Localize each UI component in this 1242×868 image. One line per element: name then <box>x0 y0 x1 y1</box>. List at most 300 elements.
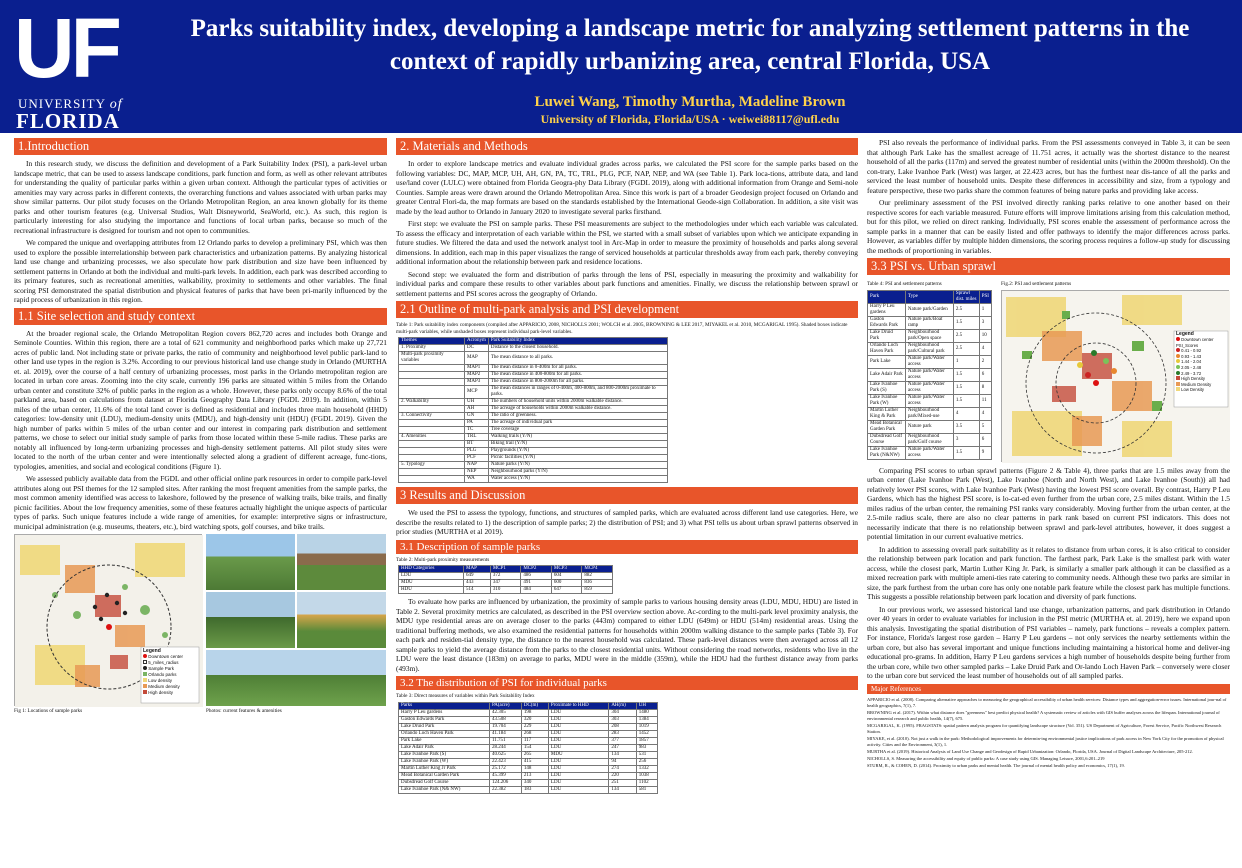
table-3-cell: 198 <box>521 709 548 716</box>
reference-item: MURTHA et al. (2019). Historical Analysis of Land Use Change and Geodesign of Rapid Urbanization: Orlando, Florida, USA. Journal of Digital Landscape Architecture, 205-212. <box>867 748 1193 754</box>
fig2-legend <box>1176 332 1228 394</box>
fig1-legend-item: Downtown center <box>143 654 199 660</box>
fig1-legend-item: High density <box>143 690 199 696</box>
table-3-cell: 274 <box>609 765 636 772</box>
table-1-cell <box>399 469 465 476</box>
table-2-cell: 604 <box>551 573 582 580</box>
table-1-cell <box>399 420 465 427</box>
table-1-row <box>399 406 668 413</box>
table-3-cell: 22.382 <box>489 786 521 793</box>
reference-item: STURM, R., & COHEN, D. (2014). Proximity to urban parks and mental health. The journal of mental health policy and economics, 17(1), 19. <box>867 762 1125 768</box>
fig1-legend-item: Orlando parks <box>143 672 199 678</box>
reference-item: MCGARIGAL, K. (1995). FRAGSTATS: spatial pattern analysis program for quantifying landscape structure (Vol. 351). US Department of Agriculture, Forest Service, Pacific Northwest Research Station. <box>867 722 1222 734</box>
site-paragraph-2: We assessed publicly available data from the FGDL and other official online park resources in order to compile park-level attributes along out PSI themes for the 12 sampled sites. After ranking the most frequent amenities from the sample parks, the most common amenity identified was access to lakeshore, followed by the presence of walking trails, bike trails, and finally picnic facilities. About the low frequency amenities, some of these features actually highlight the unique aspects of particular types of parks. Such unique features include a wide range of amenities, for example: interpretive signs or infrastructure, municipal administration (e.g. museums, theaters, etc.), bird watching spots, golf courses, and bike trails. <box>14 474 387 531</box>
table-1-cell: Playgrounds (Y/N) <box>488 448 667 455</box>
table-4-cell: Orlando Loch Haven Park <box>868 342 906 355</box>
photo-park-5 <box>206 650 386 706</box>
table-3-cell: LDU <box>548 744 608 751</box>
table-4-cell: Lake Ivanhoe Park (N&NW) <box>868 446 906 459</box>
table-2-cell: 514 <box>464 587 491 594</box>
table-4-cell: 4 <box>979 342 991 355</box>
table-1-cell: PA <box>464 420 488 427</box>
sprawl-paragraph-2: In addition to assessing overall park suitability as it relates to distance from urban cores, it is also critical to consider the relationship between park location and park function. The farthest park, Park Lake is the smallest park with water access, while the closest park, Martin Luther King Jr. Park, is similarly a smaller park although it can be classified as a mixed recreation park with multiple ameni-ties rate catering to community needs. Although these two parks are similar in size, the park furthest from the urban core has only one notable park feature while the closest park has multiple functions. This suggests a possible relationship between park location and diversity of park functions. <box>867 544 1230 601</box>
table-3-cell: 1857 <box>636 737 657 744</box>
table-1-cell: TC <box>464 427 488 434</box>
table-1-cell: PLG <box>464 448 488 455</box>
table-2-cell: LDU <box>399 573 464 580</box>
table-2-cell: 491 <box>521 580 552 587</box>
table-2-caption: Table 2: Multi-park proximity measurements <box>396 556 490 563</box>
table-3-cell: 415 <box>521 758 548 765</box>
table-1-cell: MCP <box>464 386 488 399</box>
table-1-caption: Table 1: Park suitability index components (compiled after APPARICIO, 2008, NICHOLLS 2001; WOLCH et al. 2005, BROWNING & LEE 2017, MIYAKEL et al. 2010, MCGARIGAL 1995). Shaded boxes indicate multi-park variables, while unshaded boxes represent individual park-level variables. <box>396 322 848 335</box>
table-3-cell: 531 <box>636 751 657 758</box>
photo-park-2 <box>297 534 386 590</box>
table-4-cell: Nature park <box>905 420 953 433</box>
table-3-cell: LDU <box>548 779 608 786</box>
table-4-header-cell: Park <box>868 290 906 303</box>
table-4-cell: 1.5 <box>953 381 979 394</box>
table-1-cell: NAP <box>464 462 488 469</box>
table-3-cell: LDU <box>548 723 608 730</box>
fig2-legend-item: Downtown center <box>1176 337 1228 343</box>
table-1-row <box>399 399 668 406</box>
table-4-cell: Nature park/Water access <box>905 394 953 407</box>
table-3-cell: 11.751 <box>489 737 521 744</box>
table-4-cell: Lake Ivanhoe Park (W) <box>868 394 906 407</box>
table-3-cell: 1332 <box>636 765 657 772</box>
authors: Luwei Wang, Timothy Murtha, Madeline Brown <box>534 94 846 110</box>
table-1-cell: WA <box>464 476 488 483</box>
table-1-row <box>399 448 668 455</box>
table-3-cell: 265 <box>521 751 548 758</box>
table-3-cell: Lake Ivanhoe Park (S) <box>399 751 490 758</box>
photos-caption: Photos: current features & amenities <box>206 708 282 714</box>
poster-title: Parks suitability index, developing a landscape metric for analyzing settlement patterns in the context of rapidly urbanizing area, central Florida, USA <box>190 15 1190 75</box>
table-4-cell: 11 <box>979 394 991 407</box>
table-1-row <box>399 469 668 476</box>
column-2 <box>396 138 858 866</box>
table-4-cell: 6 <box>979 368 991 381</box>
description-paragraph-1: To evaluate how parks are influenced by urbanization, the proximity of sample parks to various housing density areas (LDU, MDU, HDU) are listed in Table 2. Several proximity metrics are calculated, as described in the PSI overview section above. Ac-cording to the multi-park level proximity analysis, the MDU type residential areas are on average closer to the parks (443m) compared to either LDU (649m) or HDU (514m) residential areas. Using the traditional buffering methods, we also examined the residential patterns for households within 2000m walking distance to the sample parks (Table 3). For each park and residen-tial density type, the distance to the nearest household was calculated. These park-level distances were then averaged across all 12 sample parks to yield the average distance from the parks to the closest residential units. Without considering the road networks, residents who live in the LDU were the least distance (183m) on average to parks, MDU were in the middle (359m), while the HDU had the furthest distance away from parks (493m). <box>396 597 858 673</box>
table-2-cell: 647 <box>551 587 582 594</box>
table-4-row <box>868 420 992 433</box>
table-1-cell: PCF <box>464 455 488 462</box>
table-1-cell <box>399 386 465 399</box>
table-1-cell: The ratio of greenness. <box>488 413 667 420</box>
table-4-cell: 3.5 <box>953 420 979 433</box>
table-3-cell: LDU <box>548 737 608 744</box>
poster-header <box>0 0 1242 133</box>
table-3 <box>398 702 658 794</box>
table-4-cell: 1.5 <box>953 394 979 407</box>
table-1-cell: The acreage of individual park <box>488 420 667 427</box>
uf-logo <box>14 1 148 133</box>
table-4-header-cell: Type <box>905 290 953 303</box>
table-4-cell: Martin Luther King & Park <box>868 407 906 420</box>
fig2-legend-item: 2.05 - 2.48 <box>1176 365 1228 371</box>
table-3-cell: 40.625 <box>489 751 521 758</box>
table-1-row <box>399 434 668 441</box>
table-2-cell: 649 <box>464 573 491 580</box>
table-3-row <box>399 751 658 758</box>
fig1-legend-item: 5_miles_radius <box>143 660 199 666</box>
table-3-cell: 22.423 <box>489 758 521 765</box>
table-1-row <box>399 455 668 462</box>
table-1-cell: 5. Typology <box>399 462 465 469</box>
table-3-cell: Lake Ivanhoe Park (N& NW) <box>399 786 490 793</box>
table-3-cell: 304 <box>609 709 636 716</box>
table-2-cell: 836 <box>582 580 613 587</box>
table-3-cell: 320 <box>521 716 548 723</box>
logo-florida-text: FLORIDA <box>16 109 120 133</box>
table-4-row <box>868 394 992 407</box>
table-2-cell: 600 <box>551 580 582 587</box>
table-1-cell: Distance to the closest household. <box>488 345 667 352</box>
table-3-cell: LDU <box>548 772 608 779</box>
table-1-cell: The mean distance to all parks. <box>488 352 667 365</box>
table-4-cell: 3 <box>953 433 979 446</box>
table-3-cell: 45.399 <box>489 772 521 779</box>
table-4-cell: 5 <box>979 420 991 433</box>
table-1-row <box>399 372 668 379</box>
reference-item: APPARICIO et al. (2008). Comparing alternative approaches to measuring the geographical accessibility of urban health services: Distance types and aggregation-error issues. International jour-nal of health geographics, 7(1), 7. <box>867 696 1227 708</box>
table-4-cell: 9 <box>979 446 991 459</box>
figure-2-map <box>1001 290 1229 462</box>
table-4-cell: Nature park/Water access <box>905 381 953 394</box>
table-1-cell: The numbers of household units within 2000m walkable distance. <box>488 399 667 406</box>
table-3-cell: Lake Ivanhoe Park (W) <box>399 758 490 765</box>
table-4-cell: 8 <box>979 381 991 394</box>
intro-paragraph-1: In this research study, we discuss the definition and development of a Park Suitability Index (PSI), a park-level urban landscape metric, that can be used to assess landscape conditions, park function and form, as well as other relevant attributes for understanding the quality of particular parks within a given urban context. Although the particular types of activities or amenities may vary across parks in different contexts, the overarching functions and values associated with urban parks may show similar patterns. Our pilot study focuses on the Orlando Metropolitan Region, an area known globally for its theme parks and other tourism features (e.g. Universal Studios, Walt Disneyworld, SeaWorld, etc.). As such, this region is particularly interesting for also studying the importance and functions of local urban parks, because so much of the recreational infrastructure is designed for tourism and not open to communities. <box>14 159 387 235</box>
table-3-header-cell: AH(m) <box>609 702 636 709</box>
table-3-row <box>399 723 658 730</box>
table-1-header-cell: Themes <box>399 338 465 345</box>
figure-2-caption: Fig.2: PSI and settlement patterns <box>1001 281 1072 287</box>
table-4-cell: Gaston Edwards Park <box>868 316 906 329</box>
sprawl-heading: 3.3 PSI vs. Urban sprawl <box>867 258 1230 275</box>
table-3-cell: MDU <box>548 751 608 758</box>
fig2-legend-item: 0.93 - 1.43 <box>1176 354 1228 360</box>
table-3-cell: LDU <box>548 716 608 723</box>
table-1-cell: Neighbourhood parks (Y/N) <box>488 469 667 476</box>
photo-park-1 <box>206 534 295 590</box>
table-4-cell: 1.5 <box>953 446 979 459</box>
table-1-row <box>399 365 668 372</box>
table-2-cell: 859 <box>582 587 613 594</box>
table-3-cell: Gaston Edwards Park <box>399 716 490 723</box>
table-3-cell: 208 <box>609 723 636 730</box>
table-1-cell: The mean distance in 400-800m for all parks. <box>488 372 667 379</box>
table-3-cell: 377 <box>609 737 636 744</box>
table-1-cell <box>399 441 465 448</box>
table-3-header-cell: Parks <box>399 702 490 709</box>
table-2 <box>398 565 613 594</box>
table-1-cell: Biking trail (Y/N) <box>488 441 667 448</box>
table-4-row <box>868 303 992 316</box>
table-4-caption: Table 4: PSI and settlement patterns <box>867 281 942 287</box>
site-paragraph-1: At the broader regional scale, the Orlando Metropolitan Region covers 862,720 acres and includes both Orange and Seminole Counties. Within this region, there are a total of 621 community and neighborhood parks which make up 27,721 acres of public land. Not including state or private parks, the ratio of community and neighborhood level public park-land to other land use types in the region is 3.2%. According to our previous historical land use change study in Orlando (MURTHA et. al. 2019), over the course of a half century of urbanizing processes, most parks in the Orlando metropolitan region are located in urban core areas. Zooming into the city scale, currently 196 parks are situated within 5 miles from the Orlando urban center and constitute 32% of public parks in the region as a whole. However, these parks only occupy 8.6% of the total parkland area, based on calculations from dataset at Florida Geography Data Library (FGDL 2019). In addition, within 5 miles of the urban center, 11.6% of the total land cover is defined as residential and includes three main household (HHD) categories: low-density unit (LDU), medium-density units (MDU), and high-density unit (HDU) (FGDL 2019). Given the high number of parks within 5 miles of the urban center and our interest in comparing park distribution and settlement patterns, we chose to select our initial study sample of parks from those located within these 5-mile radius. These parks are notably all influenced by long-term urbanizing processes and high-density settlement patterns. All pilot study sites were located to the north of the urban center and were intentionally selected along a gradient of different acreage, func-tions, typologies, amenities, and social and ecological conditions (Figure 1). <box>14 328 387 471</box>
table-4-cell: Lake Druid Park <box>868 329 906 342</box>
table-1-cell: The acreage of households within 2000m walkable distance. <box>488 406 667 413</box>
table-1-cell: Picnic facilities (Y/N) <box>488 455 667 462</box>
table-1-cell <box>399 427 465 434</box>
photo-park-3 <box>206 592 295 648</box>
table-3-cell: 283 <box>609 730 636 737</box>
table-1-header-cell: Park Suitability Index <box>488 338 667 345</box>
table-1-cell <box>399 379 465 386</box>
table-3-cell: 983 <box>636 744 657 751</box>
methods-paragraph-1: In order to explore landscape metrics and evaluate individual grades across parks, we calculated the PSI score for the sample parks based on the following variables: DC, MAP, MCP, UH, AH, GN, PA, TC, TRL, PLG, PCF, NAP, NEP, and WA (see Table 1). Park loca-tions, attribute data, and land use/land cover (LULC) were obtained from Florida Geogra-phy Data Library (FGDL 2019), along with additional information from Orange and Semi-nole Counties. Sample areas were drawn around the Orlando Metropolitan Area. Since this work is part of a broader Geodesign project focused on Orlando and greater Central Flori-da, the map formats are based on the standards established by the International Geode-sign Collaboration. In addition, a site visit was made by the lead author to Orlando in January 2020 to investigate several parks firsthand. <box>396 159 858 216</box>
description-heading: 3.1 Description of sample parks <box>396 540 858 554</box>
table-4-row <box>868 368 992 381</box>
table-3-row <box>399 709 658 716</box>
table-1-row <box>399 413 668 420</box>
column-3 <box>867 138 1230 866</box>
methods-paragraph-3: Second step: we evaluated the form and distribution of parks through the lens of PSI, especially in measuring the proximity and walkability for individual parks and compare these results to other variables about park functions and amenities. Finally, we discuss the relationship between sprawl or settlement patterns and PSI scores across the geography of Orlando. <box>396 269 858 298</box>
table-3-cell: 43.508 <box>489 716 521 723</box>
table-3-cell: 268 <box>521 730 548 737</box>
table-1-cell <box>399 455 465 462</box>
table-4-row <box>868 342 992 355</box>
table-4-row <box>868 316 992 329</box>
table-4-cell: 2.5 <box>953 342 979 355</box>
fig2-legend-item: PSI_Scores <box>1176 342 1199 348</box>
table-3-cell: 28.244 <box>489 744 521 751</box>
table-3-cell: 134 <box>609 751 636 758</box>
table-1-row <box>399 462 668 469</box>
table-4-cell: Neighbourhood park/Cultural park <box>905 342 953 355</box>
table-1-cell: UH <box>464 399 488 406</box>
table-1-cell: 4. Amenities <box>399 434 465 441</box>
table-3-cell: 581 <box>636 786 657 793</box>
table-4-cell: 1 <box>979 303 991 316</box>
figure-1-map <box>14 534 202 706</box>
methods-heading: 2. Materials and Methods <box>396 138 858 155</box>
table-1-header-cell: Acronym <box>464 338 488 345</box>
table-1-cell: Water access (Y/N) <box>488 476 667 483</box>
table-3-cell: Mead Botanical Garden Park <box>399 772 490 779</box>
table-3-cell: Lake Druid Park <box>399 723 490 730</box>
table-3-cell: 25.172 <box>489 765 521 772</box>
table-1-cell <box>399 406 465 413</box>
table-4 <box>867 290 992 460</box>
table-2-cell: HDU <box>399 587 464 594</box>
table-2-cell: 443 <box>464 580 491 587</box>
table-1-cell: Tree coverage <box>488 427 667 434</box>
table-1-cell: NEP <box>464 469 488 476</box>
table-1-cell: Multi-park proximity variables <box>399 352 465 365</box>
table-1-cell <box>399 448 465 455</box>
table-4-header-cell: Sprawl dist. miles <box>953 290 979 303</box>
table-1-row <box>399 386 668 399</box>
table-3-cell: 94 <box>609 758 636 765</box>
table-4-cell: 4 <box>979 407 991 420</box>
table-4-cell: Neighbourhood park/Open space <box>905 329 953 342</box>
table-4-cell: Mead Botanical Garden Park <box>868 420 906 433</box>
table-2-cell: 486 <box>521 573 552 580</box>
table-3-cell: 1102 <box>636 779 657 786</box>
table-1-row <box>399 379 668 386</box>
logo-university-text: UNIVERSITY of <box>18 96 123 112</box>
table-3-cell: 124.206 <box>489 779 521 786</box>
table-1-cell <box>399 476 465 483</box>
fig2-legend-item: 2.49 - 3.72 <box>1176 371 1228 377</box>
table-4-cell: Dubsdread Golf Course <box>868 433 906 446</box>
table-3-row <box>399 765 658 772</box>
table-2-header-cell: MAP <box>464 566 491 573</box>
table-4-cell: 10 <box>979 329 991 342</box>
table-3-cell: 134 <box>609 786 636 793</box>
table-4-cell: Lake Adair Park <box>868 368 906 381</box>
table-2-row <box>399 573 613 580</box>
psi-paragraph-2: Our preliminary assessment of the PSI involved directly ranking parks relative to one another based on their respective scores for each variable measured. Future efforts will improve limitations arising from this calculation method, but for this pilot, we relied on direct ranking. Individually, PSI scores enable the assessment of performance across the sample parks in a manner that can be easily listed and offer pathways to identify the major differences across parks. However, as variables differ by multiple hidden dimensions, the scoring process requires a follow-up study for discussing the methods of proportioning in variables. <box>867 198 1230 255</box>
table-3-caption: Table 3: Direct measures of variables within Park Suitability Index <box>396 693 535 699</box>
fig2-legend-title: Legend <box>1176 330 1194 337</box>
intro-paragraph-2: We compared the unique and overlapping attributes from 12 Orlando parks to develop a preliminary PSI, which was then used to explore the possible interrelationship between park characteristics and urbanization patterns. By analyzing historical land use change and urbanizing processes, we also speculate how park distribution and size have been influenced by settlement patterns in Orlando at both the individual and multi-park levels. In addition, each park was described according to its primary features, such as recreational amenities, walkability, proximity to settlements and other variables. The final scoring PSI demonstrated the spatial distribution and physical features of parks that have been pri-marily influenced by the rapid process of urbanization in this region. <box>14 238 387 304</box>
table-3-cell: 251 <box>609 779 636 786</box>
table-4-row <box>868 407 992 420</box>
table-3-cell: Orlando Loch Haven Park <box>399 730 490 737</box>
outline-heading: 2.1 Outline of multi-park analysis and PSI development <box>396 301 858 318</box>
table-3-cell: 19.704 <box>489 723 521 730</box>
table-3-cell: Harry P Leu gardens <box>399 709 490 716</box>
table-1-cell: The mean distances in ranges of 0-400m, 400-800m, and 800-2000m proximate to parks. <box>488 386 667 399</box>
table-4-cell: 1 <box>953 355 979 368</box>
table-3-row <box>399 744 658 751</box>
table-1-row <box>399 476 668 483</box>
table-3-row <box>399 772 658 779</box>
site-heading: 1.1 Site selection and study context <box>14 308 387 325</box>
table-1-cell: 2. Walkability <box>399 399 465 406</box>
table-1-cell: TRL <box>464 434 488 441</box>
table-3-header-cell: Proximate to HHD <box>548 702 608 709</box>
table-1-row <box>399 345 668 352</box>
table-1-cell <box>399 365 465 372</box>
fig1-legend <box>143 648 199 696</box>
fig2-legend-item: 0.41 - 0.92 <box>1176 348 1228 354</box>
fig2-legend-item: High Density <box>1176 376 1228 382</box>
table-4-cell: 2.5 <box>953 303 979 316</box>
table-2-header-cell: HHD Categories <box>399 566 464 573</box>
table-3-cell: 42.305 <box>489 709 521 716</box>
table-3-cell: 1480 <box>636 709 657 716</box>
table-4-cell: 6 <box>979 433 991 446</box>
table-1 <box>398 337 668 483</box>
table-1-row <box>399 420 668 427</box>
table-3-row <box>399 779 658 786</box>
photo-park-4 <box>297 592 386 648</box>
table-2-cell: 310 <box>490 587 521 594</box>
table-4-cell: Nature park/Water access <box>905 446 953 459</box>
fig1-legend-title: Legend <box>143 648 161 654</box>
table-4-cell: 2 <box>979 355 991 368</box>
table-1-cell: MAP3 <box>464 379 488 386</box>
table-2-cell: 484 <box>521 587 552 594</box>
table-3-cell: 340 <box>521 779 548 786</box>
table-4-cell: Neighbourhood park/Mixed-use <box>905 407 953 420</box>
table-3-cell: 303 <box>609 716 636 723</box>
intro-heading: 1.Introduction <box>14 138 387 155</box>
results-heading: 3 Results and Discussion <box>396 487 858 504</box>
table-3-cell: 41.184 <box>489 730 521 737</box>
table-4-header-cell: PSI <box>979 290 991 303</box>
figure-1-caption: Fig 1: Locations of sample parks <box>14 708 83 714</box>
fig2-legend-item: Low Density <box>1176 387 1228 393</box>
fig1-legend-item: Medium density <box>143 684 199 690</box>
column-1 <box>14 138 387 866</box>
table-3-cell: 154 <box>521 744 548 751</box>
fig1-legend-item: Low density <box>143 678 199 684</box>
table-3-row <box>399 786 658 793</box>
table-3-header-cell: UH <box>636 702 657 709</box>
table-3-cell: 213 <box>521 772 548 779</box>
table-4-row <box>868 355 992 368</box>
table-2-header-cell: MCP4 <box>582 566 613 573</box>
reference-item: BROWNING et al. (2017). Within what distance does "greenness" best predict physical health? A systematic review of articles with GIS buffer analyses across the lifespan. International journal of environmental research and public health, 14(7), 675. <box>867 709 1220 721</box>
table-4-cell: Nature park/Boat ramp <box>905 316 953 329</box>
table-1-cell: Nature parks (Y/N) <box>488 462 667 469</box>
table-4-cell: Nature park/Water access <box>905 368 953 381</box>
table-2-cell: 347 <box>490 580 521 587</box>
table-3-cell: 148 <box>521 765 548 772</box>
table-3-cell: 247 <box>609 744 636 751</box>
table-3-cell: Lake Adair Park <box>399 744 490 751</box>
table-3-cell: LDU <box>548 765 608 772</box>
table-2-cell: 372 <box>490 573 521 580</box>
table-1-row <box>399 441 668 448</box>
fig2-legend-item: Medium Density <box>1176 382 1228 388</box>
fig1-legend-item: Sample Park <box>143 666 199 672</box>
table-1-cell: 3. Connectivity <box>399 413 465 420</box>
table-1-cell: Walking trails (Y/N) <box>488 434 667 441</box>
table-1-row <box>399 427 668 434</box>
table-4-cell: Lake Ivanhoe Park (S) <box>868 381 906 394</box>
table-1-row <box>399 352 668 365</box>
table-3-cell: 117 <box>521 737 548 744</box>
table-2-cell: 882 <box>582 573 613 580</box>
table-3-cell: 256 <box>636 758 657 765</box>
table-3-cell: 1019 <box>636 723 657 730</box>
sprawl-paragraph-1: Comparing PSI scores to urban sprawl patterns (Figure 2 & Table 4), three parks that are 1.5 miles away from the urban center (Lake Ivanhoe Park (West), Lake Ivanhoe (North and North West), and Lake Ivanhoe (South)) all had relatively lower PSI scores, with Lake Ivanhoe Park (West) having the lowest PSI score overall. By contrast, Harry P Leu Gardens, which has the highest PSI score, is lo-cat-ed even further from the urban core, 2.5 miles distant. Within the 1.5 miles radius of the urban center, the remaining PSI ranks vary considerably. Moving further from the urban center, at the 2.5-mile radius scale, there are also no clear patterns in park rank based on current PSI indicators. This does not necessarily indicate that there is no relationship between sprawl and park-level attributes, however, it does suggest a potential limitation in our current evaluative metrics. <box>867 465 1230 541</box>
table-3-cell: LDU <box>548 786 608 793</box>
table-3-cell: Park Lake <box>399 737 490 744</box>
table-1-cell <box>399 372 465 379</box>
references-heading: Major References <box>867 684 1230 694</box>
table-1-cell: AH <box>464 406 488 413</box>
photos-grid <box>206 534 386 706</box>
reference-item: MIYAKE, et al. (2010). Not just a walk in the park: Methodological improvements for determin-ing environmental justice implications of park access in New York City for the promotion of physical activity. Cities and the Environment, 3(1), 1. <box>867 735 1224 747</box>
table-3-header-cell: PA(acre) <box>489 702 521 709</box>
table-3-cell: LDU <box>548 709 608 716</box>
table-3-cell: LDU <box>548 730 608 737</box>
table-2-header-cell: MCP1 <box>490 566 521 573</box>
table-1-cell: GN <box>464 413 488 420</box>
references-list <box>867 697 1230 769</box>
table-4-row <box>868 381 992 394</box>
table-2-header-cell: MCP2 <box>521 566 552 573</box>
table-4-row <box>868 446 992 459</box>
table-3-row <box>399 730 658 737</box>
table-3-cell: 229 <box>521 723 548 730</box>
table-3-cell: 1038 <box>636 772 657 779</box>
sprawl-paragraph-3: In our previous work, we assessed historical land use change, urbanization patterns, and park distribution in Orlando over 40 years in order to evaluate variables for inclusion in the PSI metric (MURTHA et. al. 2019), here we expand upon this analysis. Investigating the spatial distribution of PSI variables – namely, park functions – reveals a complex pattern. For instance, Florida's largest rose garden – Harry P Leu gardens – not only services the nearby settlements within the urban core, but also has several important and unique functions including maintaining a historical home and deliver-ing educational pro-grams. In addition, Harry P Leu gardens services a high number of households despite being further from the urban core, while two other sampled parks – Lake Druid Park and Or-lando Loch Haven Park – conversely were closer to the urban core but serviced the least number of households out of all sampled parks. <box>867 604 1230 680</box>
table-4-cell: 1.5 <box>953 316 979 329</box>
table-3-cell: 220 <box>609 772 636 779</box>
table-3-cell: 1384 <box>636 716 657 723</box>
fig2-legend-item: 1.44 - 2.04 <box>1176 359 1228 365</box>
table-1-cell: 1. Proximity <box>399 345 465 352</box>
